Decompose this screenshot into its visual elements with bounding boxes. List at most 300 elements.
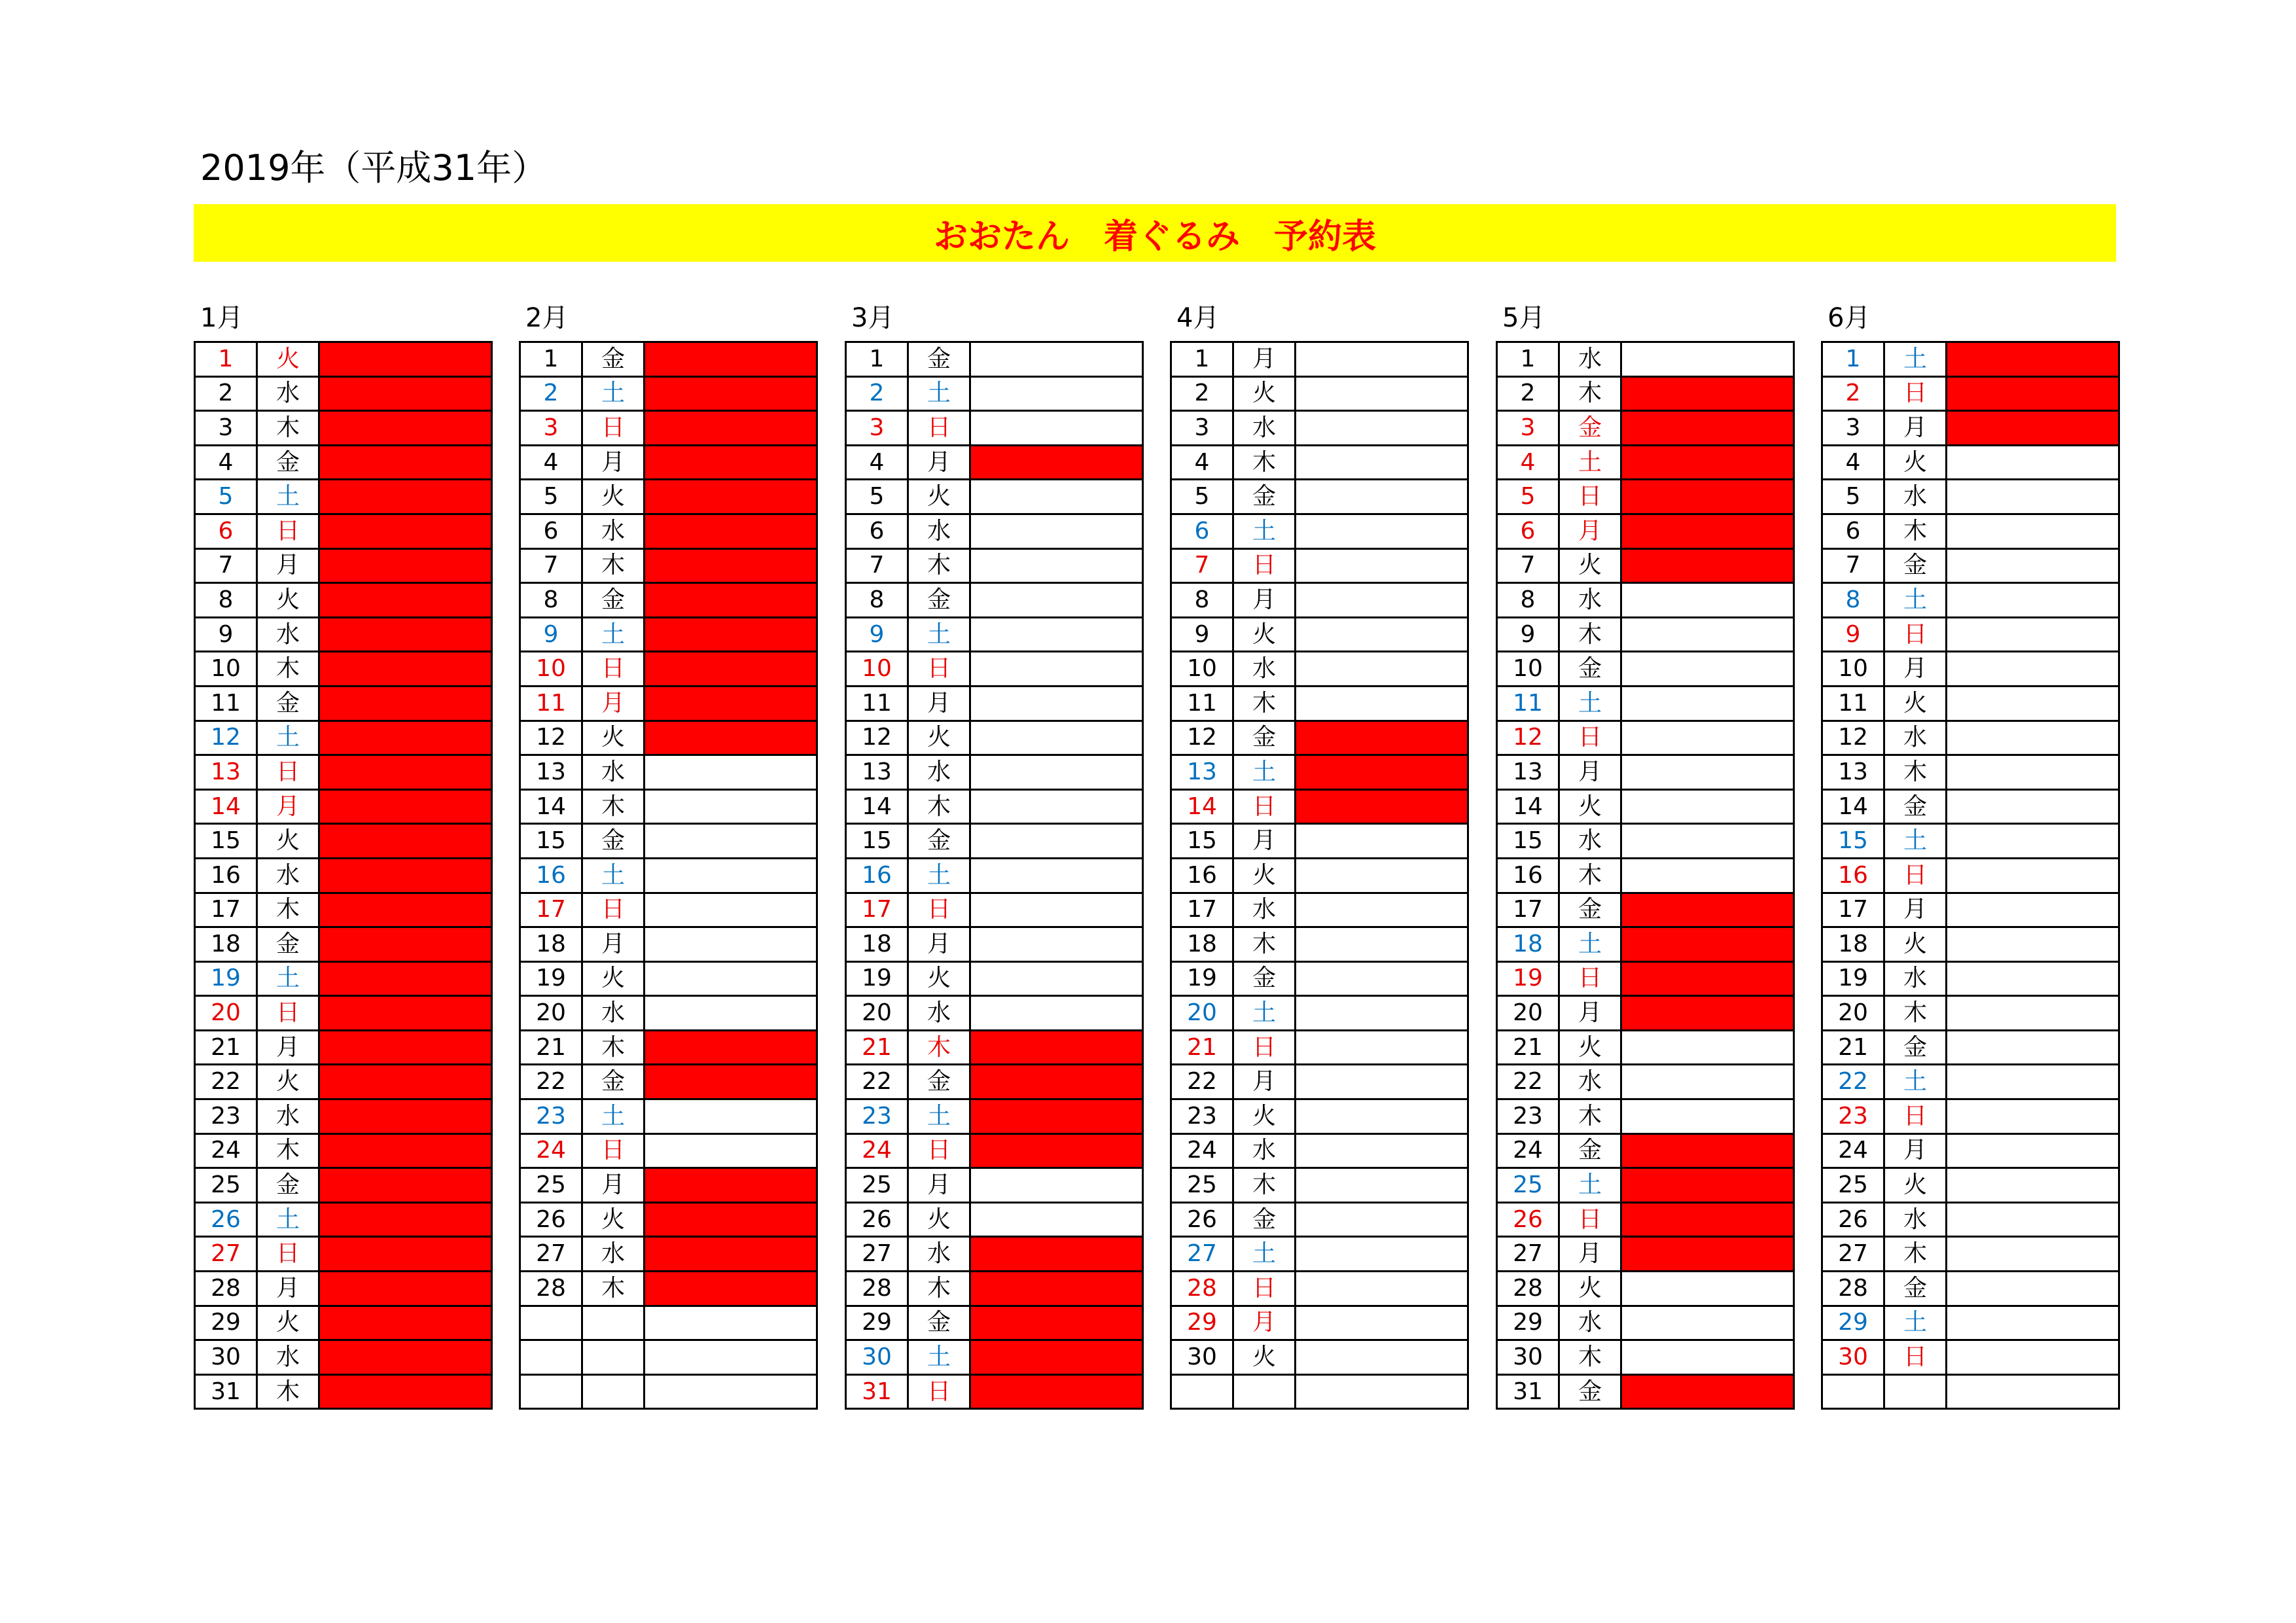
available-cell[interactable] bbox=[1621, 1306, 1794, 1340]
available-cell[interactable] bbox=[970, 480, 1143, 514]
available-cell[interactable] bbox=[1621, 652, 1794, 687]
weekday: 火 bbox=[1559, 1030, 1621, 1065]
available-cell[interactable] bbox=[970, 996, 1143, 1031]
booked-cell[interactable] bbox=[1296, 789, 1468, 824]
table-row bbox=[1497, 411, 1794, 446]
day-number: 28 bbox=[1497, 1272, 1559, 1306]
weekday: 土 bbox=[1884, 824, 1947, 859]
available-cell[interactable] bbox=[1296, 1202, 1468, 1237]
weekday: 日 bbox=[582, 1133, 645, 1168]
day-number: 22 bbox=[846, 1065, 908, 1099]
available-cell[interactable] bbox=[970, 1202, 1143, 1237]
day-number: 1 bbox=[520, 342, 582, 377]
table-row bbox=[846, 1099, 1143, 1134]
available-cell[interactable] bbox=[1947, 1272, 2119, 1306]
weekday: 火 bbox=[908, 480, 970, 514]
available-cell[interactable] bbox=[1947, 1168, 2119, 1203]
booked-cell[interactable] bbox=[1621, 961, 1794, 996]
day-number: 18 bbox=[1497, 927, 1559, 962]
day-number: 21 bbox=[520, 1030, 582, 1065]
available-cell[interactable] bbox=[1947, 721, 2119, 755]
weekday: 月 bbox=[582, 927, 645, 962]
table-row bbox=[1822, 721, 2119, 755]
booked-cell[interactable] bbox=[319, 927, 492, 962]
weekday: 木 bbox=[257, 1133, 319, 1168]
booked-cell[interactable] bbox=[319, 789, 492, 824]
available-cell[interactable] bbox=[1947, 617, 2119, 652]
available-cell[interactable] bbox=[970, 789, 1143, 824]
booked-cell[interactable] bbox=[319, 548, 492, 583]
weekday: 土 bbox=[1233, 514, 1296, 548]
table-row bbox=[1497, 1030, 1794, 1065]
booked-cell[interactable] bbox=[319, 996, 492, 1031]
weekday: 土 bbox=[582, 858, 645, 893]
table-row bbox=[1822, 376, 2119, 411]
available-cell[interactable] bbox=[970, 893, 1143, 927]
available-cell[interactable] bbox=[1621, 721, 1794, 755]
booked-cell[interactable] bbox=[319, 1030, 492, 1065]
available-cell[interactable] bbox=[1621, 789, 1794, 824]
available-cell[interactable] bbox=[1947, 686, 2119, 721]
weekday: 日 bbox=[257, 514, 319, 548]
weekday: 水 bbox=[257, 617, 319, 652]
day-number: 15 bbox=[1497, 824, 1559, 859]
available-cell[interactable] bbox=[1296, 893, 1468, 927]
available-cell[interactable] bbox=[970, 548, 1143, 583]
weekday: 月 bbox=[908, 445, 970, 480]
booked-cell[interactable] bbox=[319, 480, 492, 514]
available-cell[interactable] bbox=[970, 686, 1143, 721]
booked-cell[interactable] bbox=[319, 1237, 492, 1272]
weekday: 金 bbox=[908, 1065, 970, 1099]
available-cell[interactable] bbox=[1621, 1340, 1794, 1375]
weekday: 木 bbox=[1559, 617, 1621, 652]
weekday: 日 bbox=[582, 652, 645, 687]
weekday: 金 bbox=[908, 824, 970, 859]
available-cell[interactable] bbox=[1296, 1237, 1468, 1272]
booked-cell[interactable] bbox=[319, 1168, 492, 1203]
booked-cell[interactable] bbox=[1621, 1168, 1794, 1203]
available-cell[interactable] bbox=[1296, 1340, 1468, 1375]
table-row bbox=[846, 342, 1143, 377]
table-row bbox=[195, 1374, 492, 1409]
available-cell[interactable] bbox=[645, 996, 817, 1031]
table-row bbox=[1497, 1065, 1794, 1099]
table-row bbox=[1171, 961, 1468, 996]
booked-cell[interactable] bbox=[319, 1133, 492, 1168]
booked-cell[interactable] bbox=[645, 721, 817, 755]
available-cell[interactable] bbox=[1296, 1099, 1468, 1134]
available-cell[interactable] bbox=[1296, 1133, 1468, 1168]
booked-cell[interactable] bbox=[319, 1374, 492, 1409]
booked-cell[interactable] bbox=[645, 342, 817, 377]
day-number: 2 bbox=[1822, 376, 1884, 411]
available-cell[interactable] bbox=[1621, 1030, 1794, 1065]
month-table bbox=[845, 341, 1144, 1410]
available-cell[interactable] bbox=[1947, 583, 2119, 618]
available-cell[interactable] bbox=[1296, 652, 1468, 687]
booked-cell[interactable] bbox=[1621, 1237, 1794, 1272]
table-row bbox=[1497, 1168, 1794, 1203]
booked-cell[interactable] bbox=[645, 1065, 817, 1099]
table-row bbox=[520, 1202, 817, 1237]
available-cell[interactable] bbox=[1947, 445, 2119, 480]
available-cell[interactable] bbox=[1621, 342, 1794, 377]
day-number: 10 bbox=[846, 652, 908, 687]
available-cell[interactable] bbox=[970, 858, 1143, 893]
booked-cell[interactable] bbox=[645, 617, 817, 652]
booked-cell[interactable] bbox=[970, 1099, 1143, 1134]
booked-cell[interactable] bbox=[319, 961, 492, 996]
booked-cell[interactable] bbox=[970, 1340, 1143, 1375]
day-number: 20 bbox=[1822, 996, 1884, 1031]
booked-cell[interactable] bbox=[1947, 411, 2119, 446]
booked-cell[interactable] bbox=[319, 1099, 492, 1134]
available-cell[interactable] bbox=[1947, 893, 2119, 927]
available-cell[interactable] bbox=[970, 755, 1143, 790]
available-cell[interactable] bbox=[1296, 927, 1468, 962]
table-row bbox=[1171, 1133, 1468, 1168]
weekday: 火 bbox=[1884, 1168, 1947, 1203]
available-cell[interactable] bbox=[1621, 858, 1794, 893]
weekday: 土 bbox=[582, 1099, 645, 1134]
day-number: 17 bbox=[520, 893, 582, 927]
available-cell[interactable] bbox=[1621, 824, 1794, 859]
available-cell[interactable] bbox=[645, 1374, 817, 1409]
booked-cell[interactable] bbox=[1621, 927, 1794, 962]
available-cell[interactable] bbox=[1947, 858, 2119, 893]
day-number: 17 bbox=[1822, 893, 1884, 927]
month-label: 5月 bbox=[1502, 303, 1545, 333]
booked-cell[interactable] bbox=[1947, 376, 2119, 411]
booked-cell[interactable] bbox=[970, 1133, 1143, 1168]
table-row bbox=[1171, 893, 1468, 927]
booked-cell[interactable] bbox=[1621, 1374, 1794, 1409]
day-number: 10 bbox=[1497, 652, 1559, 687]
booked-cell[interactable] bbox=[319, 1272, 492, 1306]
weekday: 土 bbox=[1884, 583, 1947, 618]
available-cell[interactable] bbox=[1621, 583, 1794, 618]
table-row bbox=[846, 686, 1143, 721]
day-number: 3 bbox=[520, 411, 582, 446]
available-cell[interactable] bbox=[1296, 961, 1468, 996]
weekday: 日 bbox=[1233, 789, 1296, 824]
available-cell[interactable] bbox=[1296, 342, 1468, 377]
available-cell[interactable] bbox=[645, 1099, 817, 1134]
available-cell[interactable] bbox=[1296, 1374, 1468, 1409]
booked-cell[interactable] bbox=[1621, 548, 1794, 583]
month-label: 1月 bbox=[200, 303, 243, 333]
available-cell[interactable] bbox=[1296, 858, 1468, 893]
available-cell[interactable] bbox=[970, 411, 1143, 446]
booked-cell[interactable] bbox=[645, 686, 817, 721]
available-cell[interactable] bbox=[1621, 1099, 1794, 1134]
table-row bbox=[1822, 342, 2119, 377]
available-cell[interactable] bbox=[1621, 1065, 1794, 1099]
day-number: 27 bbox=[1497, 1237, 1559, 1272]
available-cell[interactable] bbox=[970, 824, 1143, 859]
available-cell[interactable] bbox=[970, 652, 1143, 687]
booked-cell[interactable] bbox=[645, 1272, 817, 1306]
weekday: 金 bbox=[1884, 1272, 1947, 1306]
available-cell[interactable] bbox=[1947, 789, 2119, 824]
table-row bbox=[846, 1168, 1143, 1203]
day-number: 1 bbox=[1822, 342, 1884, 377]
booked-cell[interactable] bbox=[645, 1202, 817, 1237]
available-cell[interactable] bbox=[1947, 1237, 2119, 1272]
table-row bbox=[1171, 1272, 1468, 1306]
available-cell[interactable] bbox=[970, 961, 1143, 996]
booked-cell[interactable] bbox=[319, 721, 492, 755]
available-cell[interactable] bbox=[1621, 1272, 1794, 1306]
available-cell[interactable] bbox=[645, 824, 817, 859]
table-row bbox=[195, 893, 492, 927]
booked-cell[interactable] bbox=[645, 1030, 817, 1065]
table-row bbox=[520, 961, 817, 996]
available-cell[interactable] bbox=[1947, 961, 2119, 996]
available-cell[interactable] bbox=[645, 893, 817, 927]
day-number: 5 bbox=[846, 480, 908, 514]
booked-cell[interactable] bbox=[319, 1065, 492, 1099]
available-cell[interactable] bbox=[970, 376, 1143, 411]
available-cell[interactable] bbox=[1296, 583, 1468, 618]
booked-cell[interactable] bbox=[319, 514, 492, 548]
available-cell[interactable] bbox=[1296, 686, 1468, 721]
booked-cell[interactable] bbox=[645, 548, 817, 583]
table-row bbox=[1822, 789, 2119, 824]
booked-cell[interactable] bbox=[645, 514, 817, 548]
table-row bbox=[1497, 1306, 1794, 1340]
month-table bbox=[519, 341, 818, 1410]
available-cell[interactable] bbox=[1296, 824, 1468, 859]
day-number: 17 bbox=[1497, 893, 1559, 927]
booked-cell[interactable] bbox=[319, 652, 492, 687]
booked-cell[interactable] bbox=[970, 445, 1143, 480]
booked-cell[interactable] bbox=[1947, 342, 2119, 377]
weekday: 日 bbox=[908, 1133, 970, 1168]
weekday: 月 bbox=[1559, 755, 1621, 790]
month-label: 2月 bbox=[525, 303, 569, 333]
available-cell[interactable] bbox=[970, 721, 1143, 755]
table-row bbox=[195, 1340, 492, 1375]
available-cell[interactable] bbox=[645, 789, 817, 824]
booked-cell[interactable] bbox=[1621, 514, 1794, 548]
available-cell[interactable] bbox=[1296, 1168, 1468, 1203]
available-cell[interactable] bbox=[1947, 996, 2119, 1031]
table-row bbox=[846, 789, 1143, 824]
day-number: 2 bbox=[846, 376, 908, 411]
weekday: 木 bbox=[1559, 858, 1621, 893]
table-row bbox=[1822, 411, 2119, 446]
table-row bbox=[1171, 583, 1468, 618]
available-cell[interactable] bbox=[1296, 445, 1468, 480]
table-row bbox=[520, 342, 817, 377]
available-cell[interactable] bbox=[1296, 1030, 1468, 1065]
booked-cell[interactable] bbox=[319, 755, 492, 790]
booked-cell[interactable] bbox=[1296, 755, 1468, 790]
booked-cell[interactable] bbox=[645, 411, 817, 446]
table-row bbox=[195, 789, 492, 824]
available-cell[interactable] bbox=[645, 927, 817, 962]
day-number: 23 bbox=[1822, 1099, 1884, 1134]
booked-cell[interactable] bbox=[645, 1168, 817, 1203]
table-row bbox=[520, 686, 817, 721]
day-number: 7 bbox=[520, 548, 582, 583]
table-row bbox=[846, 1237, 1143, 1272]
available-cell[interactable] bbox=[1296, 548, 1468, 583]
available-cell[interactable] bbox=[1947, 548, 2119, 583]
day-number: 21 bbox=[1171, 1030, 1233, 1065]
day-number: 29 bbox=[846, 1306, 908, 1340]
available-cell[interactable] bbox=[1296, 1065, 1468, 1099]
day-number: 13 bbox=[195, 755, 257, 790]
booked-cell[interactable] bbox=[645, 583, 817, 618]
available-cell[interactable] bbox=[1296, 1272, 1468, 1306]
booked-cell[interactable] bbox=[319, 824, 492, 859]
day-number: 3 bbox=[1497, 411, 1559, 446]
available-cell[interactable] bbox=[645, 755, 817, 790]
booked-cell[interactable] bbox=[319, 893, 492, 927]
booked-cell[interactable] bbox=[645, 480, 817, 514]
booked-cell[interactable] bbox=[970, 1237, 1143, 1272]
available-cell[interactable] bbox=[1621, 755, 1794, 790]
booked-cell[interactable] bbox=[319, 686, 492, 721]
available-cell[interactable] bbox=[1947, 1133, 2119, 1168]
booked-cell[interactable] bbox=[319, 411, 492, 446]
booked-cell[interactable] bbox=[319, 617, 492, 652]
booked-cell[interactable] bbox=[645, 1237, 817, 1272]
day-number: 8 bbox=[1171, 583, 1233, 618]
booked-cell[interactable] bbox=[319, 376, 492, 411]
weekday bbox=[582, 1374, 645, 1409]
table-row bbox=[1497, 514, 1794, 548]
available-cell[interactable] bbox=[1947, 1306, 2119, 1340]
available-cell[interactable] bbox=[1947, 480, 2119, 514]
available-cell[interactable] bbox=[1296, 514, 1468, 548]
available-cell[interactable] bbox=[1947, 1202, 2119, 1237]
booked-cell[interactable] bbox=[1621, 893, 1794, 927]
available-cell[interactable] bbox=[1296, 411, 1468, 446]
table-row bbox=[1171, 548, 1468, 583]
booked-cell[interactable] bbox=[1621, 376, 1794, 411]
available-cell[interactable] bbox=[645, 1306, 817, 1340]
booked-cell[interactable] bbox=[645, 376, 817, 411]
day-number: 22 bbox=[195, 1065, 257, 1099]
available-cell[interactable] bbox=[1947, 755, 2119, 790]
booked-cell[interactable] bbox=[1296, 721, 1468, 755]
weekday: 月 bbox=[582, 686, 645, 721]
day-number: 26 bbox=[846, 1202, 908, 1237]
available-cell[interactable] bbox=[1947, 1099, 2119, 1134]
day-number: 23 bbox=[195, 1099, 257, 1134]
booked-cell[interactable] bbox=[970, 1065, 1143, 1099]
available-cell[interactable] bbox=[970, 342, 1143, 377]
weekday: 木 bbox=[257, 411, 319, 446]
available-cell[interactable] bbox=[1947, 1340, 2119, 1375]
booked-cell[interactable] bbox=[319, 342, 492, 377]
day-number: 27 bbox=[195, 1237, 257, 1272]
available-cell[interactable] bbox=[1621, 617, 1794, 652]
booked-cell[interactable] bbox=[970, 1272, 1143, 1306]
available-cell[interactable] bbox=[1947, 927, 2119, 962]
weekday: 木 bbox=[908, 548, 970, 583]
booked-cell[interactable] bbox=[319, 1306, 492, 1340]
table-row bbox=[1497, 1340, 1794, 1375]
table-row bbox=[195, 376, 492, 411]
available-cell[interactable] bbox=[645, 961, 817, 996]
day-number: 16 bbox=[1822, 858, 1884, 893]
available-cell[interactable] bbox=[970, 583, 1143, 618]
available-cell[interactable] bbox=[1947, 1374, 2119, 1409]
available-cell[interactable] bbox=[1296, 996, 1468, 1031]
available-cell[interactable] bbox=[1296, 617, 1468, 652]
booked-cell[interactable] bbox=[1621, 445, 1794, 480]
booked-cell[interactable] bbox=[645, 652, 817, 687]
available-cell[interactable] bbox=[1296, 480, 1468, 514]
available-cell[interactable] bbox=[1947, 514, 2119, 548]
day-number: 25 bbox=[846, 1168, 908, 1203]
weekday: 火 bbox=[1884, 445, 1947, 480]
available-cell[interactable] bbox=[1947, 824, 2119, 859]
day-number bbox=[1171, 1374, 1233, 1409]
booked-cell[interactable] bbox=[319, 1340, 492, 1375]
booked-cell[interactable] bbox=[1621, 996, 1794, 1031]
day-number: 24 bbox=[1497, 1133, 1559, 1168]
table-row bbox=[1497, 376, 1794, 411]
booked-cell[interactable] bbox=[645, 445, 817, 480]
booked-cell[interactable] bbox=[319, 1202, 492, 1237]
weekday: 月 bbox=[1884, 652, 1947, 687]
weekday: 土 bbox=[1884, 342, 1947, 377]
day-number: 9 bbox=[846, 617, 908, 652]
available-cell[interactable] bbox=[970, 1168, 1143, 1203]
available-cell[interactable] bbox=[1947, 652, 2119, 687]
available-cell[interactable] bbox=[970, 514, 1143, 548]
available-cell[interactable] bbox=[1621, 686, 1794, 721]
available-cell[interactable] bbox=[970, 927, 1143, 962]
day-number: 30 bbox=[1171, 1340, 1233, 1375]
booked-cell[interactable] bbox=[1621, 1202, 1794, 1237]
booked-cell[interactable] bbox=[319, 445, 492, 480]
weekday: 土 bbox=[257, 721, 319, 755]
available-cell[interactable] bbox=[970, 617, 1143, 652]
booked-cell[interactable] bbox=[1621, 480, 1794, 514]
booked-cell[interactable] bbox=[970, 1306, 1143, 1340]
available-cell[interactable] bbox=[1296, 376, 1468, 411]
weekday: 金 bbox=[1884, 548, 1947, 583]
weekday: 水 bbox=[1884, 961, 1947, 996]
available-cell[interactable] bbox=[1296, 1306, 1468, 1340]
table-row bbox=[846, 445, 1143, 480]
available-cell[interactable] bbox=[1947, 1065, 2119, 1099]
available-cell[interactable] bbox=[645, 858, 817, 893]
day-number: 14 bbox=[1497, 789, 1559, 824]
day-number: 14 bbox=[1822, 789, 1884, 824]
booked-cell[interactable] bbox=[1621, 1133, 1794, 1168]
available-cell[interactable] bbox=[1947, 1030, 2119, 1065]
available-cell[interactable] bbox=[645, 1340, 817, 1375]
day-number: 28 bbox=[846, 1272, 908, 1306]
day-number: 30 bbox=[195, 1340, 257, 1375]
booked-cell[interactable] bbox=[1621, 411, 1794, 446]
weekday: 日 bbox=[1559, 1202, 1621, 1237]
booked-cell[interactable] bbox=[319, 858, 492, 893]
day-number: 20 bbox=[195, 996, 257, 1031]
booked-cell[interactable] bbox=[319, 583, 492, 618]
available-cell[interactable] bbox=[645, 1133, 817, 1168]
booked-cell[interactable] bbox=[970, 1374, 1143, 1409]
booked-cell[interactable] bbox=[970, 1030, 1143, 1065]
